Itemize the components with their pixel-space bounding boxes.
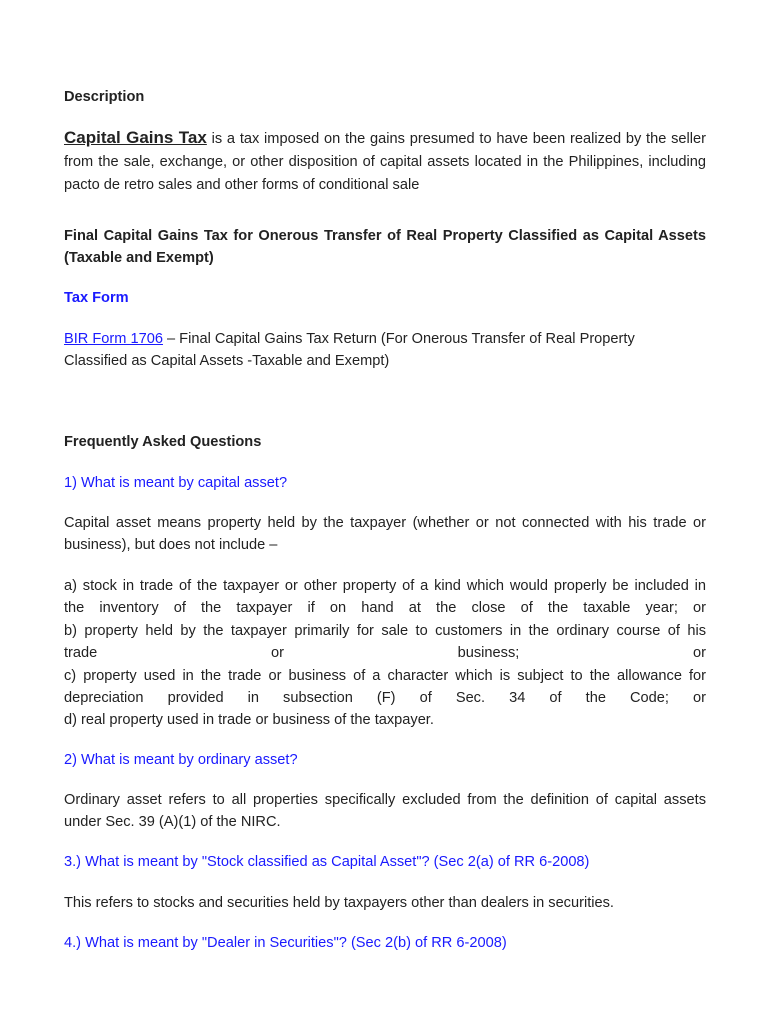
list-line: a) stock in trade of the taxpayer or other property of a kind which would properly be included in <box>64 578 706 594</box>
bir-form-1706-link[interactable]: BIR Form 1706 <box>64 331 163 347</box>
tax-form-heading: Tax Form <box>64 290 129 306</box>
intro-text: is a tax imposed on the gains presumed to have been realized by the seller from the sale, exchange, or other disposition of capital assets located in the Philippines, including pacto de retro sales and other forms of conditional sale <box>64 131 706 193</box>
faq-answer-3: This refers to stocks and securities held by taxpayers other than dealers in securities. <box>64 895 614 911</box>
faq-answer-1: Capital asset means property held by the taxpayer (whether or not connected with his trade or business), but does not include – <box>64 515 706 554</box>
tax-form-paragraph <box>64 328 664 373</box>
faq-question-2: 2) What is meant by ordinary asset? <box>64 752 298 768</box>
intro-paragraph <box>64 126 706 197</box>
list-line: d) real property used in trade or business of the taxpayer. <box>64 712 434 729</box>
faq-question-3: 3.) What is meant by "Stock classified as Capital Asset"? (Sec 2(a) of RR 6-2008) <box>64 854 590 870</box>
list-line: depreciation provided in subsection (F) of Sec. 34 of the Code; or <box>64 690 706 707</box>
faq-question-1: 1) What is meant by capital asset? <box>64 475 288 491</box>
list-line: c) property used in the trade or business of a character which is subject to the allowance for <box>64 667 706 684</box>
capital-asset-exclusions-list <box>64 575 706 732</box>
list-line: b) property held by the taxpayer primarily for sale to customers in the ordinary course of his <box>64 622 706 639</box>
tax-form-text: – Final Capital Gains Tax Return (For Onerous Transfer of Real Property Classified as Capital Assets -Taxable and Exempt) <box>64 331 635 370</box>
faq-answer-2: Ordinary asset refers to all properties specifically excluded from the definition of capital assets under Sec. 39 (A)(1) of the NIRC. <box>64 792 706 831</box>
list-line: trade or business; or <box>64 645 706 662</box>
faq-heading: Frequently Asked Questions <box>64 434 262 450</box>
list-line: the inventory of the taxpayer if on hand at the close of the taxable year; or <box>64 600 706 617</box>
capital-gains-tax-term: Capital Gains Tax <box>64 128 207 147</box>
faq-question-4: 4.) What is meant by "Dealer in Securities"? (Sec 2(b) of RR 6-2008) <box>64 935 507 951</box>
section-heading: Final Capital Gains Tax for Onerous Transfer of Real Property Classified as Capital Assets (Taxable and Exempt) <box>64 228 706 267</box>
description-heading: Description <box>64 89 145 105</box>
